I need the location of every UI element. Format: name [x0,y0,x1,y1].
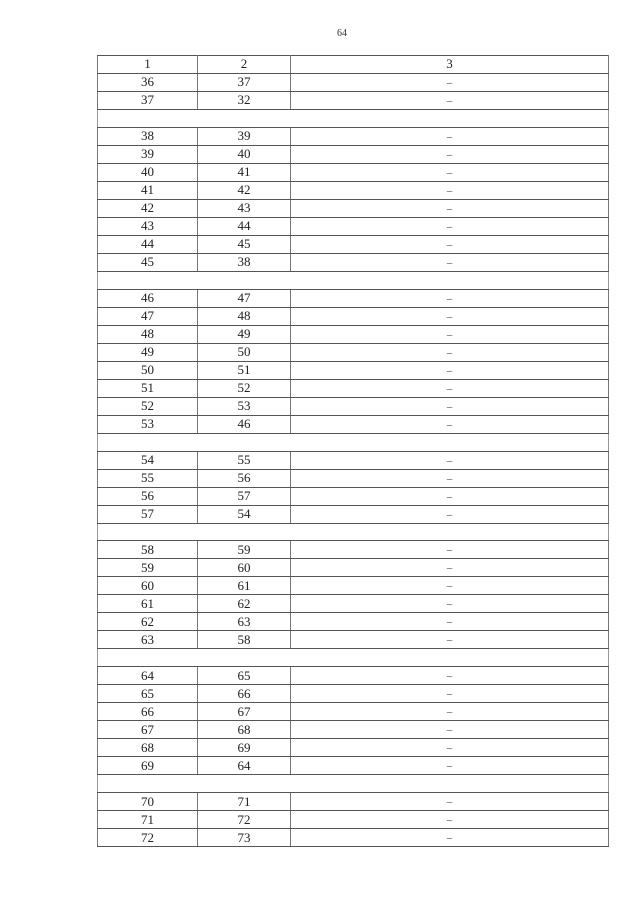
table-spacer-row [98,523,609,541]
dash-value: – [446,328,453,341]
table-cell-col-1: 41 [98,181,198,199]
dash-value: – [446,832,453,845]
table-cell-col-1: 70 [98,793,198,811]
table-row [98,721,609,739]
table-row [98,343,609,361]
table-row [98,163,609,181]
table-cell-col-2: 63 [198,613,291,631]
table-cell-col-3 [291,217,609,235]
table-row [98,73,609,91]
table-cell-col-1: 38 [98,127,198,145]
table-row [98,739,609,757]
table-body [98,56,609,847]
dash-value: – [446,616,453,629]
table-cell-col-2: 59 [198,541,291,559]
table-cell-col-1: 46 [98,289,198,307]
table-cell-col-3 [291,415,609,433]
page-number: 64 [337,28,347,39]
table-row [98,829,609,847]
dash-value: – [446,166,453,179]
table-cell-col-2: 49 [198,325,291,343]
table-cell-col-1: 52 [98,397,198,415]
dash-value: – [446,346,453,359]
table-cell-col-3 [291,181,609,199]
table-cell-col-1: 59 [98,559,198,577]
table-cell-col-1: 57 [98,505,198,523]
dash-value: – [446,184,453,197]
table-cell-col-3 [291,289,609,307]
table-row [98,127,609,145]
dash-value: – [446,706,453,719]
table-row [98,235,609,253]
table-cell-col-3 [291,505,609,523]
table-row [98,217,609,235]
table-cell-col-2: 39 [198,127,291,145]
table-cell-col-3 [291,613,609,631]
table-cell-col-2: 53 [198,397,291,415]
table-cell-col-2: 42 [198,181,291,199]
table-row [98,397,609,415]
table-cell-col-2: 47 [198,289,291,307]
dash-value: – [446,364,453,377]
dash-value: – [446,472,453,485]
dash-value: – [446,598,453,611]
table-row [98,253,609,271]
column-header-2: 2 [198,56,291,74]
table-cell-col-2: 45 [198,235,291,253]
table-cell-col-3 [291,145,609,163]
table-row [98,91,609,109]
table-row [98,613,609,631]
table-cell-col-2: 61 [198,577,291,595]
table-row [98,325,609,343]
dash-value: – [446,580,453,593]
spacer-cell [98,271,609,289]
dash-value: – [446,220,453,233]
table-cell-col-3 [291,757,609,775]
table-row [98,703,609,721]
spacer-cell [98,433,609,451]
table-row [98,487,609,505]
table-cell-col-3 [291,235,609,253]
table-cell-col-1: 40 [98,163,198,181]
table-cell-col-2: 48 [198,307,291,325]
table-cell-col-1: 58 [98,541,198,559]
dash-value: – [446,760,453,773]
table-cell-col-1: 61 [98,595,198,613]
table-cell-col-3 [291,307,609,325]
table-cell-col-3 [291,703,609,721]
table-row [98,181,609,199]
table-cell-col-3 [291,721,609,739]
spacer-cell [98,775,609,793]
table-row [98,811,609,829]
table-cell-col-1: 60 [98,577,198,595]
table-cell-col-1: 54 [98,451,198,469]
table-cell-col-1: 47 [98,307,198,325]
table-row [98,199,609,217]
dash-value: – [446,400,453,413]
table-cell-col-2: 60 [198,559,291,577]
table-cell-col-3 [291,739,609,757]
table-row [98,685,609,703]
table-cell-col-2: 64 [198,757,291,775]
table-cell-col-1: 66 [98,703,198,721]
table-cell-col-1: 72 [98,829,198,847]
table-cell-col-1: 53 [98,415,198,433]
table-row [98,577,609,595]
table-cell-col-2: 41 [198,163,291,181]
table-row [98,793,609,811]
table-row [98,469,609,487]
table-cell-col-1: 67 [98,721,198,739]
table-cell-col-2: 51 [198,361,291,379]
table-cell-col-2: 56 [198,469,291,487]
table-cell-col-1: 69 [98,757,198,775]
table-cell-col-2: 67 [198,703,291,721]
spacer-cell [98,523,609,541]
table-cell-col-3 [291,577,609,595]
table-cell-col-3 [291,469,609,487]
table-cell-col-3 [291,631,609,649]
table-cell-col-3 [291,343,609,361]
dash-value: – [446,688,453,701]
table-cell-col-2: 38 [198,253,291,271]
table-cell-col-1: 43 [98,217,198,235]
table-cell-col-3 [291,685,609,703]
table-cell-col-1: 49 [98,343,198,361]
dash-value: – [446,310,453,323]
dash-value: – [446,814,453,827]
table-cell-col-3 [291,487,609,505]
table-cell-col-1: 68 [98,739,198,757]
dash-value: – [446,76,453,89]
table-cell-col-3 [291,91,609,109]
dash-value: – [446,508,453,521]
dash-value: – [446,418,453,431]
dash-value: – [446,742,453,755]
dash-value: – [446,562,453,575]
table-cell-col-1: 37 [98,91,198,109]
table-cell-col-2: 43 [198,199,291,217]
table-row [98,667,609,685]
table-cell-col-3 [291,811,609,829]
table-cell-col-3 [291,127,609,145]
table-cell-col-1: 71 [98,811,198,829]
table-cell-col-1: 50 [98,361,198,379]
column-header-1: 1 [98,56,198,74]
table-cell-col-2: 58 [198,631,291,649]
table-cell-col-2: 69 [198,739,291,757]
table-cell-col-2: 40 [198,145,291,163]
table-cell-col-1: 64 [98,667,198,685]
table-row [98,307,609,325]
table-cell-col-1: 44 [98,235,198,253]
table-cell-col-3 [291,541,609,559]
table-cell-col-3 [291,361,609,379]
table-cell-col-2: 54 [198,505,291,523]
table-row [98,559,609,577]
dash-value: – [446,238,453,251]
table-cell-col-2: 73 [198,829,291,847]
table-cell-col-1: 48 [98,325,198,343]
spacer-cell [98,109,609,127]
dash-value: – [446,202,453,215]
table-row [98,757,609,775]
dash-value: – [446,148,453,161]
table-cell-col-3 [291,163,609,181]
table-cell-col-2: 46 [198,415,291,433]
table-cell-col-1: 63 [98,631,198,649]
table-row [98,361,609,379]
table-cell-col-3 [291,253,609,271]
table-cell-col-1: 39 [98,145,198,163]
table-row [98,631,609,649]
table-cell-col-1: 56 [98,487,198,505]
dash-value: – [446,634,453,647]
column-header-3: 3 [291,56,609,74]
table-cell-col-2: 65 [198,667,291,685]
table-spacer-row [98,775,609,793]
table-cell-col-2: 50 [198,343,291,361]
table-cell-col-2: 52 [198,379,291,397]
table-cell-col-2: 55 [198,451,291,469]
table-cell-col-3 [291,379,609,397]
table-cell-col-3 [291,397,609,415]
table-row [98,415,609,433]
table-cell-col-3 [291,199,609,217]
dash-value: – [446,490,453,503]
table-cell-col-3 [291,595,609,613]
table-row [98,451,609,469]
table-cell-col-1: 51 [98,379,198,397]
table-spacer-row [98,271,609,289]
table-row [98,505,609,523]
table-row [98,289,609,307]
dash-value: – [446,130,453,143]
table-spacer-row [98,109,609,127]
table-header-row [98,56,609,74]
dash-value: – [446,94,453,107]
table-row [98,145,609,163]
table-cell-col-3 [291,73,609,91]
table-cell-col-3 [291,451,609,469]
table-cell-col-2: 37 [198,73,291,91]
dash-value: – [446,256,453,269]
table-cell-col-3 [291,793,609,811]
spacer-cell [98,649,609,667]
table-cell-col-2: 68 [198,721,291,739]
table-cell-col-2: 72 [198,811,291,829]
table-cell-col-2: 66 [198,685,291,703]
table-cell-col-1: 65 [98,685,198,703]
dash-value: – [446,454,453,467]
table-cell-col-3 [291,667,609,685]
table-cell-col-2: 62 [198,595,291,613]
table-cell-col-3 [291,559,609,577]
table-cell-col-2: 44 [198,217,291,235]
table-cell-col-3 [291,325,609,343]
table-cell-col-1: 62 [98,613,198,631]
dash-value: – [446,544,453,557]
table-cell-col-3 [291,829,609,847]
table-row [98,595,609,613]
table-cell-col-1: 45 [98,253,198,271]
dash-value: – [446,670,453,683]
dash-value: – [446,796,453,809]
table-cell-col-2: 32 [198,91,291,109]
table-row [98,541,609,559]
table-cell-col-1: 42 [98,199,198,217]
table-cell-col-2: 57 [198,487,291,505]
table-row [98,379,609,397]
table-cell-col-1: 36 [98,73,198,91]
table-cell-col-2: 71 [198,793,291,811]
table-spacer-row [98,649,609,667]
dash-value: – [446,382,453,395]
table-cell-col-1: 55 [98,469,198,487]
dash-value: – [446,292,453,305]
data-table [97,55,609,847]
dash-value: – [446,724,453,737]
table-spacer-row [98,433,609,451]
